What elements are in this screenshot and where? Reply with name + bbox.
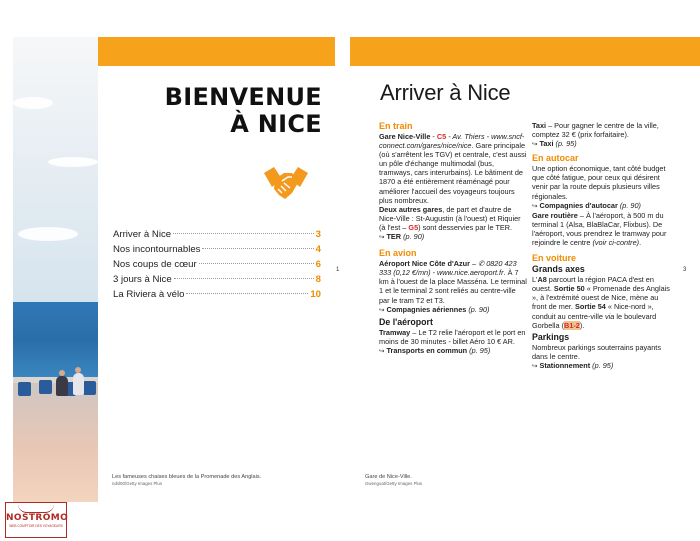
tramway-paragraph [379, 328, 527, 346]
header-bar-left [98, 37, 335, 66]
text: . [639, 238, 642, 248]
column-left [379, 121, 527, 356]
caption-text: Gare de Nice-Ville. [365, 474, 412, 480]
map-code: G5 [408, 222, 419, 232]
text: parcourt la région PACA d'est en ouest. [532, 275, 654, 294]
other-stations-paragraph [379, 205, 527, 232]
gare-routiere-paragraph [532, 211, 674, 247]
toc-page: 6 [315, 259, 321, 270]
text: Sortie 50 [553, 284, 585, 294]
train-paragraph [379, 132, 527, 205]
section-heading-train: En train [379, 121, 413, 131]
text: A8 [537, 275, 547, 285]
ref-page: (p. 90) [466, 304, 490, 314]
text: – Le T2 relie l'aéroport et le port en moins de 30 minutes - billet Aéro 10 € AR. [379, 327, 526, 346]
text: – Pour gagner le centre de la ville, comptez 32 € (prix forfaitaire). [532, 121, 659, 140]
cross-reference[interactable] [532, 201, 674, 211]
cross-reference[interactable] [379, 346, 527, 356]
text: le boulevard Gorbella ( [532, 311, 657, 330]
map-code: C5 [436, 132, 447, 141]
ref-label: Stationnement [539, 360, 591, 370]
toc-item[interactable] [113, 274, 321, 289]
nostromo-logo [5, 502, 67, 538]
text: - [430, 132, 437, 141]
cross-reference[interactable] [379, 305, 527, 315]
table-of-contents [113, 229, 321, 304]
section-heading-avion: En avion [379, 248, 417, 259]
toc-leader [173, 233, 314, 234]
text: « Promenade des Anglais », à l'extrémité ouest de Nice, mène au front de mer. [532, 284, 670, 312]
photo-caption-left [112, 474, 261, 486]
toc-page: 8 [315, 274, 321, 285]
toc-leader [186, 293, 308, 294]
ref-page: (p. 95) [553, 139, 577, 149]
toc-label: Nos incontournables [113, 244, 201, 255]
toc-leader [199, 263, 314, 264]
cross-reference[interactable] [379, 232, 527, 242]
text: . À 7 km à l'ouest de la place Masséna. Le terminal 1 et le terminal 2 sont reliés au centre-ville par le tram T2 et T3. [379, 268, 527, 305]
ref-label: Compagnies d'autocar [539, 200, 618, 210]
page-number-left: 1 [336, 267, 340, 273]
toc-label: Arriver à Nice [113, 229, 172, 240]
map-code: B1-2 [564, 320, 580, 330]
ref-label: Taxi [539, 139, 554, 149]
text: . Gare principale (où s'arrêtent les TGV) et centrale, c'est aussi un pôle d'échange multimodal (bus, tramways, cars interurbains). Le bâtiment de 1870 a été entièrement réaménagé pour améliorer l'accueil des voyageurs toujours plus nombreux. [379, 141, 527, 205]
logo-tagline: WEB COMPTOIR DES VOYAGEURS [9, 524, 63, 528]
section-heading-voiture: En voiture [532, 253, 577, 264]
avion-paragraph [379, 259, 527, 304]
logo-name: NOSTROMO [6, 513, 69, 523]
toc-page: 3 [315, 229, 321, 240]
text: – À l'aéroport, à 500 m du terminal 1 (Alsa, BlaBlaCar, Flixbus). De l'aéroport, vous prendrez le tramway pour rejoindre le centre [532, 210, 667, 248]
taxi-paragraph [532, 121, 674, 139]
toc-page: 10 [310, 289, 321, 300]
ref-label: TER [386, 232, 402, 242]
address: - Av. Thiers - [446, 132, 490, 141]
ref-page: (p. 90) [401, 232, 425, 242]
text: via [605, 311, 615, 321]
toc-leader [174, 278, 314, 279]
grands-axes-paragraph [532, 275, 674, 330]
website-link[interactable]: www.sncf-connect.com/gares/nice/nice [379, 132, 525, 151]
text: ) sont desservies par le TER. [418, 222, 513, 232]
toc-item[interactable] [113, 229, 321, 244]
ref-page: (p. 95) [590, 360, 614, 370]
title-line-1: BIENVENUE [164, 83, 322, 111]
handshake-icon [262, 163, 310, 205]
photo-credit: Gwengoat/Getty Images Plus [365, 481, 423, 486]
column-right [532, 121, 674, 371]
photo-credit: ndsl00/Getty Images Plus [112, 481, 163, 486]
ref-label: Compagnies aériennes [386, 304, 467, 314]
text: Gare routière [532, 210, 578, 220]
caption-text: Les fameuses chaises bleues de la Promenade des Anglais. [112, 474, 262, 480]
cross-reference[interactable] [532, 139, 674, 149]
autocar-paragraph: Une option économique, tant côté budget que côté fatigue, pour ceux qui désirent venir par la route depuis plusieurs villes régionales. [532, 164, 666, 201]
header-bar-right [350, 37, 700, 66]
toc-item[interactable] [113, 259, 321, 274]
subheading-parkings: Parkings [532, 331, 570, 342]
ref-page: (p. 95) [467, 345, 491, 355]
section-heading-autocar: En autocar [532, 153, 579, 164]
text: ). [579, 320, 585, 330]
text: Tramway [379, 327, 411, 337]
toc-page: 4 [315, 244, 321, 255]
page-title: Arriver à Nice [380, 80, 511, 105]
ref-label: Transports en commun [386, 345, 468, 355]
text: (voir ci-contre) [592, 238, 640, 248]
toc-leader [202, 248, 313, 249]
text: Taxi [532, 121, 547, 130]
contact: – ✆ 0820 423 333 (0,12 €/mn) - www.nice.aeroport.fr [379, 259, 517, 278]
photo-caption-right [365, 474, 422, 486]
parkings-paragraph: Nombreux parkings souterrains payants dans le centre. [532, 342, 661, 361]
subheading-grands-axes: Grands axes [532, 264, 585, 275]
toc-label: Nos coups de cœur [113, 259, 197, 270]
text: « Nice-nord », conduit au centre-ville [532, 302, 654, 321]
logo-mark-icon [18, 504, 54, 513]
airport-name: Aéroport Nice Côte d'Azur [379, 259, 470, 269]
promenade-photo [13, 37, 98, 502]
toc-item[interactable] [113, 244, 321, 259]
cross-reference[interactable] [532, 361, 674, 371]
guide-title [112, 84, 322, 138]
text: Sortie 54 [575, 302, 606, 312]
subheading-aeroport: De l'aéroport [379, 316, 433, 327]
toc-label: La Riviera à vélo [113, 289, 185, 300]
ref-page: (p. 90) [617, 200, 641, 210]
toc-item[interactable] [113, 289, 321, 304]
page-number-right: 3 [683, 267, 687, 273]
text: L' [532, 275, 538, 285]
station-name: Gare Nice-Ville [379, 132, 431, 141]
text: , de part et d'autre de Nice-Ville : St-Augustin (à l'ouest) et Riquier (à l'est – [379, 204, 521, 232]
toc-label: 3 jours à Nice [113, 274, 172, 285]
text: Deux autres gares [379, 204, 443, 214]
title-line-2: À NICE [230, 110, 322, 138]
